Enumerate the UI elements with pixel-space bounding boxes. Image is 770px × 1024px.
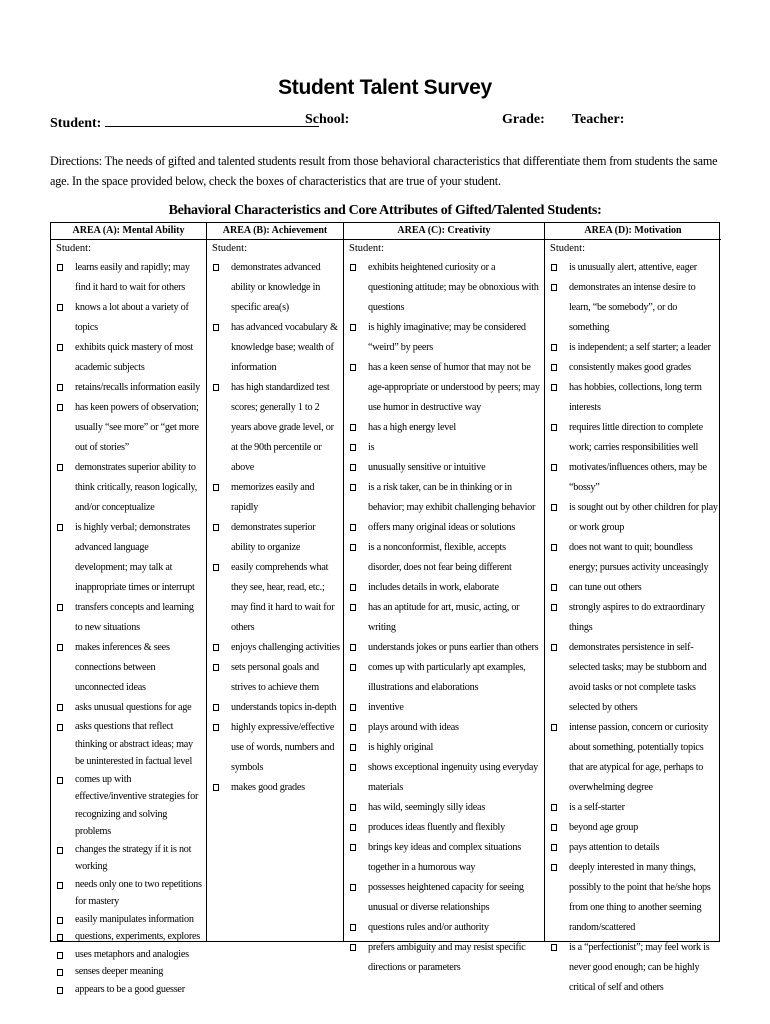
characteristic-item: [344, 258, 544, 318]
characteristic-text: sets personal goals and strives to achieve them: [231, 662, 319, 693]
column-area-b: [206, 223, 343, 941]
characteristic-item: [51, 928, 206, 946]
checkbox[interactable]: [57, 777, 63, 784]
characteristic-text: knows a lot about a variety of topics: [75, 302, 189, 333]
characteristic-text: transfers concepts and learning to new situations: [75, 602, 194, 633]
checkbox[interactable]: [57, 264, 63, 271]
characteristic-text: is a “perfectionist”; may feel work is never good enough; can be highly critical of self and others: [569, 942, 710, 993]
column-area-d: [544, 223, 721, 993]
checkbox[interactable]: [551, 504, 557, 511]
characteristic-item: [545, 578, 721, 598]
characteristic-item: [51, 638, 206, 698]
characteristic-item: [344, 818, 544, 838]
characteristic-item: [545, 458, 721, 498]
characteristic-item: [51, 458, 206, 518]
checkbox[interactable]: [57, 969, 63, 976]
characteristic-text: has a high energy level: [368, 422, 456, 433]
characteristic-item: [51, 398, 206, 458]
characteristics-list: [344, 258, 544, 978]
checkbox[interactable]: [551, 824, 557, 831]
checkbox[interactable]: [350, 324, 356, 331]
characteristic-item: [207, 258, 343, 318]
characteristic-text: consistently makes good grades: [569, 362, 691, 373]
checkbox[interactable]: [57, 704, 63, 711]
column-header: AREA (B): Achievement: [207, 223, 343, 240]
characteristic-text: has high standardized test scores; generally 1 to 2 years above grade level, or at the 90th percentile or above: [231, 382, 334, 473]
characteristic-item: [344, 458, 544, 478]
characteristic-item: [51, 911, 206, 929]
characteristic-item: [545, 258, 721, 278]
characteristic-item: [51, 981, 206, 999]
characteristic-item: [344, 358, 544, 418]
characteristic-item: [207, 518, 343, 558]
characteristic-text: retains/recalls information easily: [75, 382, 201, 393]
characteristic-text: demonstrates persistence in self-selected tasks; may be stubborn and avoid tasks or not complete tasks selected by others: [569, 642, 707, 713]
checkbox[interactable]: [350, 764, 356, 771]
checkbox[interactable]: [57, 847, 63, 854]
characteristic-item: [545, 278, 721, 338]
checkbox[interactable]: [57, 644, 63, 651]
characteristic-text: is highly original: [368, 742, 434, 753]
characteristic-item: [207, 378, 343, 478]
checkbox[interactable]: [350, 724, 356, 731]
characteristic-item: [545, 938, 721, 998]
characteristic-text: includes details in work, elaborate: [368, 582, 499, 593]
characteristic-item: [344, 938, 544, 978]
column-student-label: Student:: [349, 243, 385, 254]
column-header: AREA (A): Mental Ability: [51, 223, 206, 240]
characteristic-item: [51, 841, 206, 876]
characteristic-text: is a self-starter: [569, 802, 625, 813]
checkbox[interactable]: [551, 584, 557, 591]
characteristic-item: [344, 538, 544, 578]
characteristic-item: [207, 638, 343, 658]
characteristic-item: [545, 338, 721, 358]
characteristic-item: [344, 798, 544, 818]
checkbox[interactable]: [350, 744, 356, 751]
checkbox[interactable]: [350, 804, 356, 811]
characteristic-item: [344, 738, 544, 758]
checkbox[interactable]: [551, 544, 557, 551]
checkbox[interactable]: [350, 444, 356, 451]
characteristic-text: makes good grades: [231, 782, 305, 793]
characteristic-text: is sought out by other children for play or work group: [569, 502, 718, 533]
characteristic-text: shows exceptional ingenuity using everyday materials: [368, 762, 539, 793]
characteristic-text: appears to be a good guesser: [75, 983, 185, 995]
characteristic-item: [207, 718, 343, 778]
checkbox[interactable]: [57, 464, 63, 471]
characteristics-table: [50, 222, 720, 995]
checkbox[interactable]: [213, 384, 219, 391]
characteristic-text: asks unusual questions for age: [75, 702, 192, 713]
characteristic-item: [545, 718, 721, 798]
characteristic-text: exhibits quick mastery of most academic subjects: [75, 342, 194, 373]
characteristic-item: [51, 598, 206, 638]
characteristic-text: is a risk taker, can be in thinking or in behavior; may exhibit challenging behavior: [368, 482, 536, 513]
checkbox[interactable]: [551, 604, 557, 611]
characteristic-item: [344, 718, 544, 738]
characteristic-text: prefers ambiguity and may resist specific directions or parameters: [368, 942, 526, 973]
characteristic-text: demonstrates advanced ability or knowledge in specific area(s): [231, 262, 321, 313]
checkbox[interactable]: [350, 704, 356, 711]
characteristic-item: [344, 698, 544, 718]
characteristic-text: is highly imaginative; may be considered “weird” by peers: [368, 322, 526, 353]
characteristic-item: [545, 638, 721, 718]
characteristic-item: [545, 378, 721, 418]
characteristic-text: plays around with ideas: [368, 722, 459, 733]
characteristic-item: [344, 918, 544, 938]
checkbox[interactable]: [350, 364, 356, 371]
checkbox[interactable]: [213, 484, 219, 491]
characteristic-item: [207, 698, 343, 718]
characteristic-text: possesses heightened capacity for seeing unusual or diverse relationships: [368, 882, 524, 913]
directions-text: Directions: The needs of gifted and talented students result from those behavioral characteristics that differentiate them from students the same age. In the space provided below, check the boxes of characteristics that are true of your student.: [50, 154, 718, 188]
checkbox[interactable]: [350, 604, 356, 611]
characteristic-item: [207, 318, 343, 378]
characteristic-text: needs only one to two repetitions for mastery: [75, 878, 202, 907]
page-title: Student Talent Survey: [278, 76, 492, 99]
characteristic-text: is highly verbal; demonstrates advanced language development; may talk at inappropriate times or interrupt: [75, 522, 195, 593]
characteristic-item: [51, 298, 206, 338]
characteristic-text: offers many original ideas or solutions: [368, 522, 516, 533]
checkbox[interactable]: [350, 844, 356, 851]
checkbox[interactable]: [57, 304, 63, 311]
characteristic-item: [545, 418, 721, 458]
checkbox[interactable]: [213, 324, 219, 331]
characteristic-text: has advanced vocabulary & knowledge base; wealth of information: [231, 322, 338, 373]
checkbox[interactable]: [350, 424, 356, 431]
characteristic-item: [51, 378, 206, 398]
checkbox[interactable]: [57, 882, 63, 889]
checkbox[interactable]: [350, 524, 356, 531]
checkbox[interactable]: [57, 384, 63, 391]
characteristic-text: enjoys challenging activities: [231, 642, 340, 653]
characteristic-item: [545, 858, 721, 938]
characteristic-item: [51, 876, 206, 911]
characteristic-item: [545, 538, 721, 578]
characteristic-item: [344, 478, 544, 518]
characteristic-item: [344, 518, 544, 538]
checkbox[interactable]: [57, 344, 63, 351]
checkbox[interactable]: [350, 464, 356, 471]
characteristic-item: [51, 698, 206, 718]
characteristic-item: [344, 598, 544, 638]
characteristic-text: demonstrates superior ability to organize: [231, 522, 316, 553]
checkbox[interactable]: [350, 264, 356, 271]
checkbox[interactable]: [57, 934, 63, 941]
checkbox[interactable]: [551, 344, 557, 351]
characteristic-text: motivates/influences others, may be “bossy”: [569, 462, 707, 493]
checkbox[interactable]: [350, 824, 356, 831]
checkbox[interactable]: [350, 644, 356, 651]
checkbox[interactable]: [213, 724, 219, 731]
characteristic-item: [344, 438, 544, 458]
checkbox[interactable]: [350, 944, 356, 951]
checkbox[interactable]: [551, 644, 557, 651]
characteristic-text: demonstrates superior ability to think critically, reason logically, and/or conceptualize: [75, 462, 198, 513]
characteristic-item: [344, 638, 544, 658]
characteristic-text: exhibits heightened curiosity or a questioning attitude; may be obnoxious with questions: [368, 262, 539, 313]
characteristic-item: [51, 946, 206, 964]
school-label: School:: [305, 112, 350, 127]
characteristic-text: questions, experiments, explores: [75, 931, 200, 942]
checkbox[interactable]: [213, 264, 219, 271]
checkbox[interactable]: [57, 917, 63, 924]
characteristic-item: [545, 798, 721, 818]
characteristics-list: [207, 258, 343, 798]
characteristic-text: has an aptitude for art, music, acting, or writing: [368, 602, 520, 633]
grade-label: Grade:: [502, 112, 545, 127]
characteristic-item: [207, 478, 343, 518]
characteristic-text: demonstrates an intense desire to learn, “be somebody”, or do something: [569, 282, 696, 333]
characteristic-item: [344, 838, 544, 878]
checkbox[interactable]: [57, 952, 63, 959]
characteristic-text: is: [368, 442, 375, 453]
checkbox[interactable]: [551, 864, 557, 871]
checkbox[interactable]: [213, 664, 219, 671]
checkbox[interactable]: [213, 704, 219, 711]
characteristic-text: understands jokes or puns earlier than others: [368, 642, 539, 653]
checkbox[interactable]: [350, 584, 356, 591]
checkbox[interactable]: [551, 384, 557, 391]
checkbox[interactable]: [57, 604, 63, 611]
checkbox[interactable]: [551, 464, 557, 471]
characteristic-text: asks questions that reflect thinking or abstract ideas; may be uninterested in factual level: [75, 721, 193, 767]
characteristic-text: unusually sensitive or intuitive: [368, 462, 486, 473]
characteristic-text: memorizes easily and rapidly: [231, 482, 315, 513]
student-info-row: [50, 112, 730, 132]
column-area-c: [343, 223, 544, 973]
checkbox[interactable]: [57, 524, 63, 531]
teacher-label: Teacher:: [572, 112, 625, 127]
characteristic-text: strongly aspires to do extraordinary things: [569, 602, 705, 633]
checkbox[interactable]: [213, 524, 219, 531]
characteristic-text: is a nonconformist, flexible, accepts disorder, does not fear being different: [368, 542, 512, 573]
checkbox[interactable]: [57, 987, 63, 994]
characteristic-item: [51, 963, 206, 981]
checkbox[interactable]: [57, 404, 63, 411]
checkbox[interactable]: [551, 944, 557, 951]
characteristic-text: easily manipulates information: [75, 913, 194, 925]
checkbox[interactable]: [350, 884, 356, 891]
characteristic-text: has keen powers of observation; usually “see more” or “get more out of stories”: [75, 402, 199, 453]
characteristic-item: [51, 518, 206, 598]
characteristic-item: [51, 338, 206, 378]
characteristic-text: has wild, seemingly silly ideas: [368, 802, 486, 813]
column-area-a: [51, 223, 206, 995]
characteristic-item: [545, 598, 721, 638]
characteristic-text: has hobbies, collections, long term interests: [569, 382, 702, 413]
characteristic-text: does not want to quit; boundless energy; pursues activity unceasingly: [569, 542, 709, 573]
characteristic-text: comes up with particularly apt examples, illustrations and elaborations: [368, 662, 526, 693]
column-student-label: Student:: [56, 243, 92, 254]
characteristic-item: [545, 358, 721, 378]
characteristic-text: produces ideas fluently and flexibly: [368, 822, 505, 833]
table-heading: Behavioral Characteristics and Core Attributes of Gifted/Talented Students:: [168, 203, 602, 218]
student-field[interactable]: [50, 112, 319, 132]
column-student-label: Student:: [212, 243, 248, 254]
checkbox[interactable]: [350, 664, 356, 671]
column-header: AREA (C): Creativity: [344, 223, 544, 240]
characteristics-list: [545, 258, 721, 998]
characteristic-item: [344, 758, 544, 798]
checkbox[interactable]: [551, 424, 557, 431]
characteristic-text: intense passion, concern or curiosity about something, potentially topics that are atypical for age, perhaps to overwhelming degree: [569, 722, 709, 793]
characteristic-text: learns easily and rapidly; may find it hard to wait for others: [75, 262, 190, 293]
characteristic-text: brings key ideas and complex situations together in a humorous way: [368, 842, 521, 873]
characteristic-item: [545, 838, 721, 858]
characteristic-item: [51, 258, 206, 298]
characteristic-item: [207, 658, 343, 698]
characteristic-text: comes up with effective/inventive strategies for recognizing and solving problems: [75, 773, 199, 837]
characteristic-text: highly expressive/effective use of words, numbers and symbols: [231, 722, 335, 773]
student-blank-line[interactable]: [105, 112, 319, 127]
checkbox[interactable]: [551, 284, 557, 291]
characteristics-list: [51, 258, 206, 998]
characteristic-text: questions rules and/or authority: [368, 922, 489, 933]
characteristic-item: [344, 318, 544, 358]
checkbox[interactable]: [213, 564, 219, 571]
characteristic-item: [344, 418, 544, 438]
checkbox[interactable]: [350, 544, 356, 551]
checkbox[interactable]: [57, 724, 63, 731]
characteristic-item: [545, 498, 721, 538]
characteristic-item: [344, 878, 544, 918]
characteristic-item: [545, 818, 721, 838]
checkbox[interactable]: [551, 264, 557, 271]
checkbox[interactable]: [213, 644, 219, 651]
characteristic-text: senses deeper meaning: [75, 966, 164, 977]
characteristic-item: [344, 578, 544, 598]
characteristic-text: deeply interested in many things, possibly to the point that he/she hops from one thing to another seeming random/scattered: [569, 862, 711, 933]
characteristic-text: uses metaphors and analogies: [75, 948, 189, 960]
checkbox[interactable]: [350, 924, 356, 931]
checkbox[interactable]: [551, 844, 557, 851]
characteristic-text: makes inferences & sees connections between unconnected ideas: [75, 642, 170, 693]
characteristic-text: understands topics in-depth: [231, 702, 337, 713]
characteristic-item: [207, 778, 343, 798]
checkbox[interactable]: [350, 484, 356, 491]
student-label: Student:: [50, 116, 102, 131]
characteristic-text: pays attention to details: [569, 842, 660, 853]
checkbox[interactable]: [551, 724, 557, 731]
characteristic-text: is independent; a self starter; a leader: [569, 342, 711, 353]
checkbox[interactable]: [551, 364, 557, 371]
characteristic-text: has a keen sense of humor that may not be age-appropriate or understood by peers; may use humor in destructive way: [368, 362, 540, 413]
characteristic-text: beyond age group: [569, 822, 638, 833]
characteristic-item: [51, 718, 206, 771]
characteristic-item: [344, 658, 544, 698]
column-header: AREA (D): Motivation: [545, 223, 721, 240]
column-student-label: Student:: [550, 243, 586, 254]
characteristic-text: can tune out others: [569, 582, 642, 593]
characteristic-text: requires little direction to complete work; carries responsibilities well: [569, 422, 703, 453]
characteristic-text: inventive: [368, 702, 404, 713]
characteristic-text: is unusually alert, attentive, eager: [569, 262, 697, 273]
characteristic-text: changes the strategy if it is not working: [75, 843, 192, 872]
characteristic-item: [207, 558, 343, 638]
characteristic-item: [51, 771, 206, 841]
checkbox[interactable]: [551, 804, 557, 811]
checkbox[interactable]: [213, 784, 219, 791]
characteristic-text: easily comprehends what they see, hear, read, etc.; may find it hard to wait for others: [231, 562, 335, 633]
